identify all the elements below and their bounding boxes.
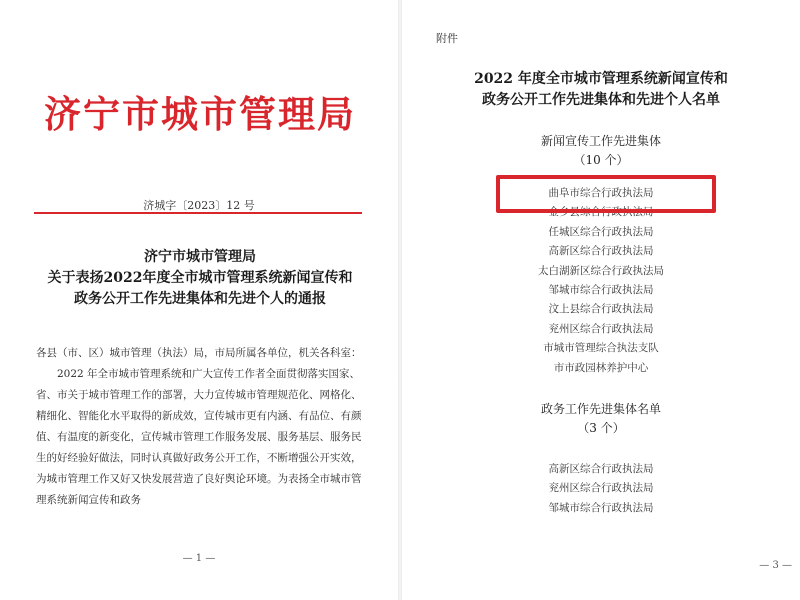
notice-body (36, 343, 366, 511)
section1-list (402, 184, 800, 378)
section1-heading-block (402, 132, 800, 170)
list-item: 高新区综合行政执法局 (548, 463, 654, 475)
notice-title-line-3: 政务公开工作先进集体和先进个人的通报 (74, 291, 326, 307)
section1-heading: 新闻宣传工作先进集体 (540, 134, 661, 148)
list-item: 兖州区综合行政执法局 (548, 482, 654, 495)
section2-heading: 政务工作先进集体名单 (540, 402, 661, 416)
notice-title-line-1: 济宁市城市管理局 (144, 249, 256, 265)
list-item: 太白湖新区综合行政执法局 (538, 264, 664, 277)
list-title (402, 69, 800, 111)
section2-list (402, 460, 800, 518)
list-item: 邹城市综合行政执法局 (548, 501, 654, 514)
addressee: 各县（市、区）城市管理（执法）局，市局所属各单位，机关各科室： (36, 347, 362, 359)
attachment-label: 附件 (436, 32, 458, 45)
notice-title-line-2: 关于表扬2022年度全市城市管理系统新闻宣传和 (47, 270, 353, 286)
list-item: 兖州区综合行政执法局 (548, 322, 654, 335)
highlight-box (496, 175, 716, 213)
list-item: 市城市管理综合执法支队 (543, 342, 659, 355)
page-number-right: — 3 — (759, 560, 792, 571)
section1-count: （10 个） (573, 153, 629, 167)
list-item: 任城区综合行政执法局 (548, 225, 654, 238)
list-title-line-2: 政务公开工作先进集体和先进个人名单 (482, 92, 720, 108)
list-item: 曲阜市综合行政执法局 (548, 187, 654, 199)
list-item: 金乡县综合行政执法局 (548, 206, 654, 219)
list-title-line-1: 2022 年度全市城市管理系统新闻宣传和 (474, 71, 728, 87)
section2-heading-block (402, 400, 800, 438)
page-number-left: — 1 — (182, 553, 216, 564)
issuer-header: 济宁市城市管理局 (44, 92, 356, 136)
left-page (0, 0, 398, 600)
right-page (402, 0, 800, 600)
list-item: 邹城市综合行政执法局 (548, 283, 654, 296)
section2-count: （3 个） (577, 421, 625, 435)
list-item: 市市政园林养护中心 (553, 361, 649, 374)
body-paragraph: 2022 年全市城市管理系统和广大宣传工作者全面贯彻落实国家、省、市关于城市管理工作的部署，大力宣传城市管理规范化、网格化、精细化、智能化水平取得的新成效，宣传城市更有内涵、有品位、有颜值、有温度的新变化，宣传城市管理工作服务发展、服务基层、服务民生的好经验好做法，同时认真做好政务公开工作，不断增强公开实效，为城市管理工作又好又快发展营造了良好舆论环境。为表扬全市城市管理系统新闻宣传和政务 (36, 368, 362, 506)
document-number: 济城字〔2023〕12 号 (143, 199, 255, 212)
list-item: 高新区综合行政执法局 (548, 245, 654, 258)
list-item: 汶上县综合行政执法局 (548, 303, 654, 316)
notice-title (30, 247, 370, 310)
red-divider (34, 212, 362, 214)
